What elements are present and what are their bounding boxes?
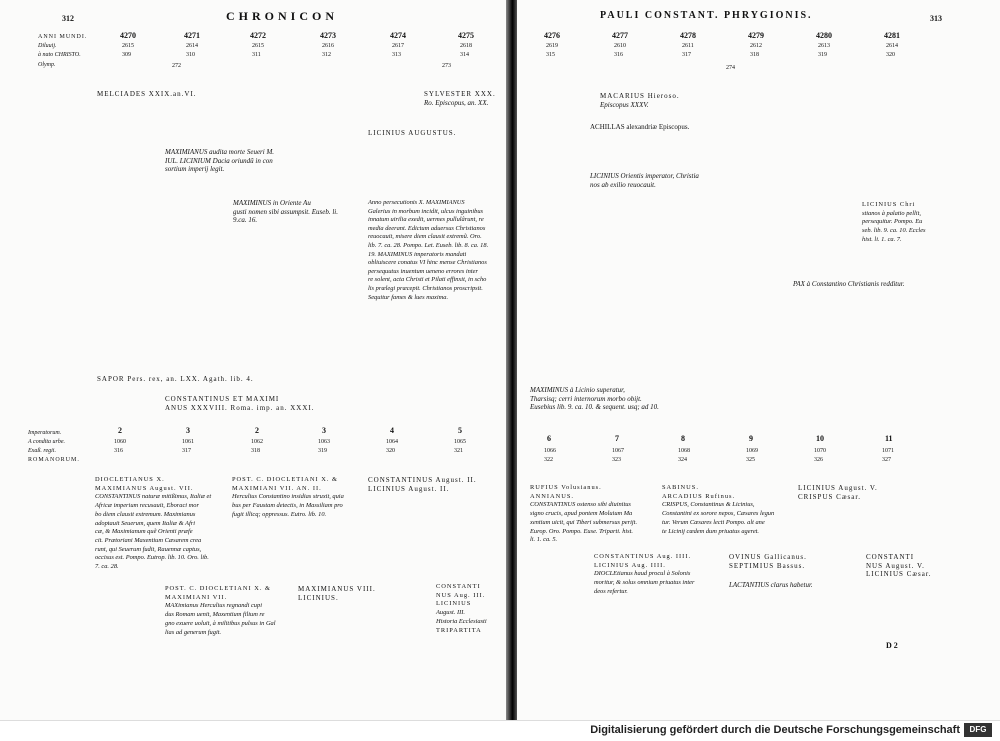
row-label-diluuij: Diluuij. — [38, 43, 57, 49]
year-christo: 319 — [818, 52, 827, 58]
imp-number: 6 — [547, 434, 551, 443]
year-christo: 316 — [614, 52, 623, 58]
year-diluuij: 2614 — [186, 43, 198, 49]
year-mundi: 4277 — [612, 31, 628, 40]
urbe-year: 1062 — [251, 439, 263, 445]
year-mundi: 4274 — [390, 31, 406, 40]
year-mundi: 4272 — [250, 31, 266, 40]
entry-licinius-augustus: LICINIUS AUGUSTUS. — [368, 129, 457, 137]
urbe-year: 1067 — [612, 448, 624, 454]
year-christo: 318 — [750, 52, 759, 58]
entry-achillas: ACHILLAS alexandriæ Episcopus. — [590, 123, 690, 131]
entry-post-diocletiani-2: POST. C. DIOCLETIANI X. & MAXIMIANI VII. MAXimianus Herculius regnandi cupi dus Romam uenit, Maxentium filium re gno exuere uoluit, à militibus pulsus in Gal lias ad generum fugit. — [165, 585, 276, 636]
entry-constantinus-iiii: CONSTANTINUS Aug. IIII. LICINIUS Aug. IIII. DIOCLEtianus haud procul à Solonis moritur, & solus omnium priuatus inter deos refertur. — [594, 553, 695, 595]
year-diluuij: 2615 — [252, 43, 264, 49]
entry-sylvester: SYLVESTER XXX. Ro. Episcopus, an. XX. — [424, 90, 496, 107]
exarch-year: 323 — [612, 457, 621, 463]
urbe-year: 1070 — [814, 448, 826, 454]
entry-licinius-oriens: LICINIUS Orientis imperator, Christia nos ab exilio reuocauit. — [590, 172, 699, 189]
year-christo: 310 — [186, 52, 195, 58]
entry-persecutio: Anno persecutionis X. MAXIMIANUS Galerius in morbum incidit, ulcus inguinibus innatum uirilia exedit, uermes pullulârunt, re media deerant. Edictum aduersus Christianos reuocauit, misere diem clausit extremũ. Oro. lib. 7. ca. 28. Pompo. Let. Euseb. lib. 8. ca. 18. 19. MAXIMINUS imperatoris mandati obliuiscere conatus VI hinc mense Christianos persequutus inuentum ueneno errores inter re solent, acta Christi et Pilati effinxit, in scho lis prælegi præcepit. Christianos proscripsit. Sequitur fames & lues maxima. — [368, 199, 489, 301]
row-label-exarch: Exaß. regii. — [28, 448, 56, 454]
year-christo: 309 — [122, 52, 131, 58]
year-mundi: 4278 — [680, 31, 696, 40]
year-mundi: 4276 — [544, 31, 560, 40]
exarch-year: 319 — [318, 448, 327, 454]
imp-number: 10 — [816, 434, 824, 443]
year-mundi: 4281 — [884, 31, 900, 40]
year-mundi: 4279 — [748, 31, 764, 40]
right-page-number: 313 — [930, 14, 942, 23]
year-christo: 315 — [546, 52, 555, 58]
book-gutter — [506, 0, 517, 720]
urbe-year: 1066 — [544, 448, 556, 454]
entry-licinius-v: LICINIUS August. V. CRISPUS Cæsar. — [798, 484, 878, 501]
year-mundi: 4273 — [320, 31, 336, 40]
row-label-imperatorum: Imperatorum. — [28, 430, 62, 436]
urbe-year: 1065 — [454, 439, 466, 445]
row-label-romanorum: ROMANORUM. — [28, 457, 80, 463]
imp-number: 7 — [615, 434, 619, 443]
entry-constantinus-maximianus: CONSTANTINUS ET MAXIMI ANUS XXXVIII. Roma. imp. an. XXXI. — [165, 395, 315, 412]
urbe-year: 1064 — [386, 439, 398, 445]
year-mundi: 4270 — [120, 31, 136, 40]
imp-number: 8 — [681, 434, 685, 443]
exarch-year: 327 — [882, 457, 891, 463]
exarch-year: 324 — [678, 457, 687, 463]
year-christo: 311 — [252, 52, 261, 58]
urbe-year: 1071 — [882, 448, 894, 454]
left-running-head: CHRONICON — [226, 9, 339, 23]
entry-maximinus-oriente: MAXIMINUS in Oriente Au gusti nomen sibi assumpsit. Euseb. li. 9.ca. 16. — [233, 199, 339, 225]
year-christo: 320 — [886, 52, 895, 58]
olympiad: 274 — [726, 65, 735, 71]
right-running-head: PAULI CONSTANT. PHRYGIONIS. — [600, 10, 813, 21]
year-diluuij: 2610 — [614, 43, 626, 49]
year-christo: 314 — [460, 52, 469, 58]
entry-ovinus: OVINUS Gallicanus. SEPTIMIUS Bassus. — [729, 553, 807, 570]
olympiad: 273 — [442, 63, 451, 69]
imp-number: 2 — [255, 426, 259, 435]
row-label-urbe: A condita urbe. — [28, 439, 66, 445]
entry-sabinus: SABINUS. ARCADIUS Rufinus. CRISPUS, Constantinus & Licinius, Constantini ex sorore nepos, Cæsares legun tur. Verum Cæsares lecti Pompo. alt ane te Licinij cædem dum priuatus ageret. — [662, 484, 775, 535]
urbe-year: 1063 — [318, 439, 330, 445]
entry-maximianus-licinium: MAXIMIANUS audita morte Seueri M. IUL. LICINIUM Dacia oriundũ in con sortium imperij legit. — [165, 148, 275, 174]
left-page-number: 312 — [62, 14, 74, 23]
year-diluuij: 2616 — [322, 43, 334, 49]
entry-macarius: MACARIUS Hieroso. Episcopus XXXV. — [600, 92, 680, 109]
imp-number: 3 — [322, 426, 326, 435]
exarch-year: 326 — [814, 457, 823, 463]
imp-number: 2 — [118, 426, 122, 435]
year-diluuij: 2617 — [392, 43, 404, 49]
row-label-olymp: Olymp. — [38, 62, 56, 68]
imp-number: 9 — [749, 434, 753, 443]
funding-notice: Digitalisierung gefördert durch die Deutsche Forschungsgemeinschaft — [590, 724, 960, 736]
row-label-anni-mundi: ANNI MUNDI. — [38, 34, 88, 40]
imp-number: 5 — [458, 426, 462, 435]
entry-pax: PAX à Constantino Christianis redditur. — [793, 280, 905, 288]
exarch-year: 320 — [386, 448, 395, 454]
entry-maximinus-victus: MAXIMINUS à Licinio superatur, Tharsisq; cerri internorum morbo obijt. Eusebius lib. 9. ca. 10. & sequent. usq; ad 10. — [530, 386, 659, 412]
signature-mark: D 2 — [886, 641, 898, 650]
exarch-year: 316 — [114, 448, 123, 454]
imp-number: 4 — [390, 426, 394, 435]
exarch-year: 322 — [544, 457, 553, 463]
entry-lactantius: LACTANTIUS clarus habetur. — [729, 581, 813, 589]
entry-melciades: MELCIADES XXIX.an.VI. — [97, 90, 197, 98]
exarch-year: 325 — [746, 457, 755, 463]
entry-constantinus-iii: CONSTANTI NUS Aug. III. LICINIUS August. III. Historia Ecclesiasti TRIPARTITA — [436, 583, 487, 634]
dfg-logo[interactable]: DFG — [964, 723, 992, 737]
entry-post-diocletiani: POST. C. DIOCLETIANI X. & MAXIMIANI VII. AN. II. Herculius Constantino insidias struxit, quia bus per Faustam detectis, in Massiliam pro fugit illicq; oppressus. Eutro. lib. 10. — [232, 476, 344, 518]
urbe-year: 1061 — [182, 439, 194, 445]
entry-licinius-christianos: LICINIUS Chri stianos à palatio pellit, persequitur. Pompo. Eu seb. lib. 9. ca. 10. Eccles hist. li. 1. ca. 7. — [862, 201, 926, 243]
entry-maximianus-viii: MAXIMIANUS VIII. LICINIUS. — [298, 585, 376, 602]
row-label-christo: à nato CHRISTO. — [38, 52, 81, 58]
year-diluuij: 2613 — [818, 43, 830, 49]
exarch-year: 321 — [454, 448, 463, 454]
right-page — [517, 0, 1000, 720]
entry-rufius: RUFIUS Volusianus. ANNIANUS. CONSTANTINUS ostenso sibi diuinitus signo crucis, apud pontem Moluium Ma xentium uicit, qui Tiberi submersus perijt. Europ. Oro. Pompo. Euse. Triparti. hist. li. 1. ca. 5. — [530, 484, 638, 544]
entry-constantinus-v: CONSTANTI NUS August. V. LICINIUS Cæsar. — [866, 553, 932, 579]
urbe-year: 1060 — [114, 439, 126, 445]
year-diluuij: 2618 — [460, 43, 472, 49]
imp-number: 3 — [186, 426, 190, 435]
entry-diocletianus: DIOCLETIANUS X. MAXIMIANUS August. VII. CONSTANTINUS naturæ mitißimus, Italiæ et Africæ imperium recusauit, Eboraci mor bo diem clausit extremum. Maximianus adoptauit Seuerum, quem Italiæ & Afri cæ, & Maximianum quẽ Orienti præfe cit. Prætoriani Maxentium Cæsarem crea runt, qui Seuerum fudit, Rauennæ captus, occisus est. Pompo. Eutrop. lib. 10. Oro. lib. 7. ca. 28. — [95, 476, 212, 571]
entry-sapor: SAPOR Pers. rex, an. LXX. Agath. lib. 4. — [97, 375, 254, 383]
year-diluuij: 2614 — [886, 43, 898, 49]
entry-constantinus-licinius-ii: CONSTANTINUS August. II. LICINIUS August. II. — [368, 476, 477, 493]
urbe-year: 1069 — [746, 448, 758, 454]
urbe-year: 1068 — [678, 448, 690, 454]
exarch-year: 318 — [251, 448, 260, 454]
year-mundi: 4275 — [458, 31, 474, 40]
year-christo: 313 — [392, 52, 401, 58]
year-diluuij: 2611 — [682, 43, 694, 49]
year-diluuij: 2612 — [750, 43, 762, 49]
year-diluuij: 2615 — [122, 43, 134, 49]
year-christo: 317 — [682, 52, 691, 58]
olympiad: 272 — [172, 63, 181, 69]
imp-number: 11 — [885, 434, 893, 443]
year-diluuij: 2619 — [546, 43, 558, 49]
exarch-year: 317 — [182, 448, 191, 454]
year-christo: 312 — [322, 52, 331, 58]
year-mundi: 4271 — [184, 31, 200, 40]
year-mundi: 4280 — [816, 31, 832, 40]
